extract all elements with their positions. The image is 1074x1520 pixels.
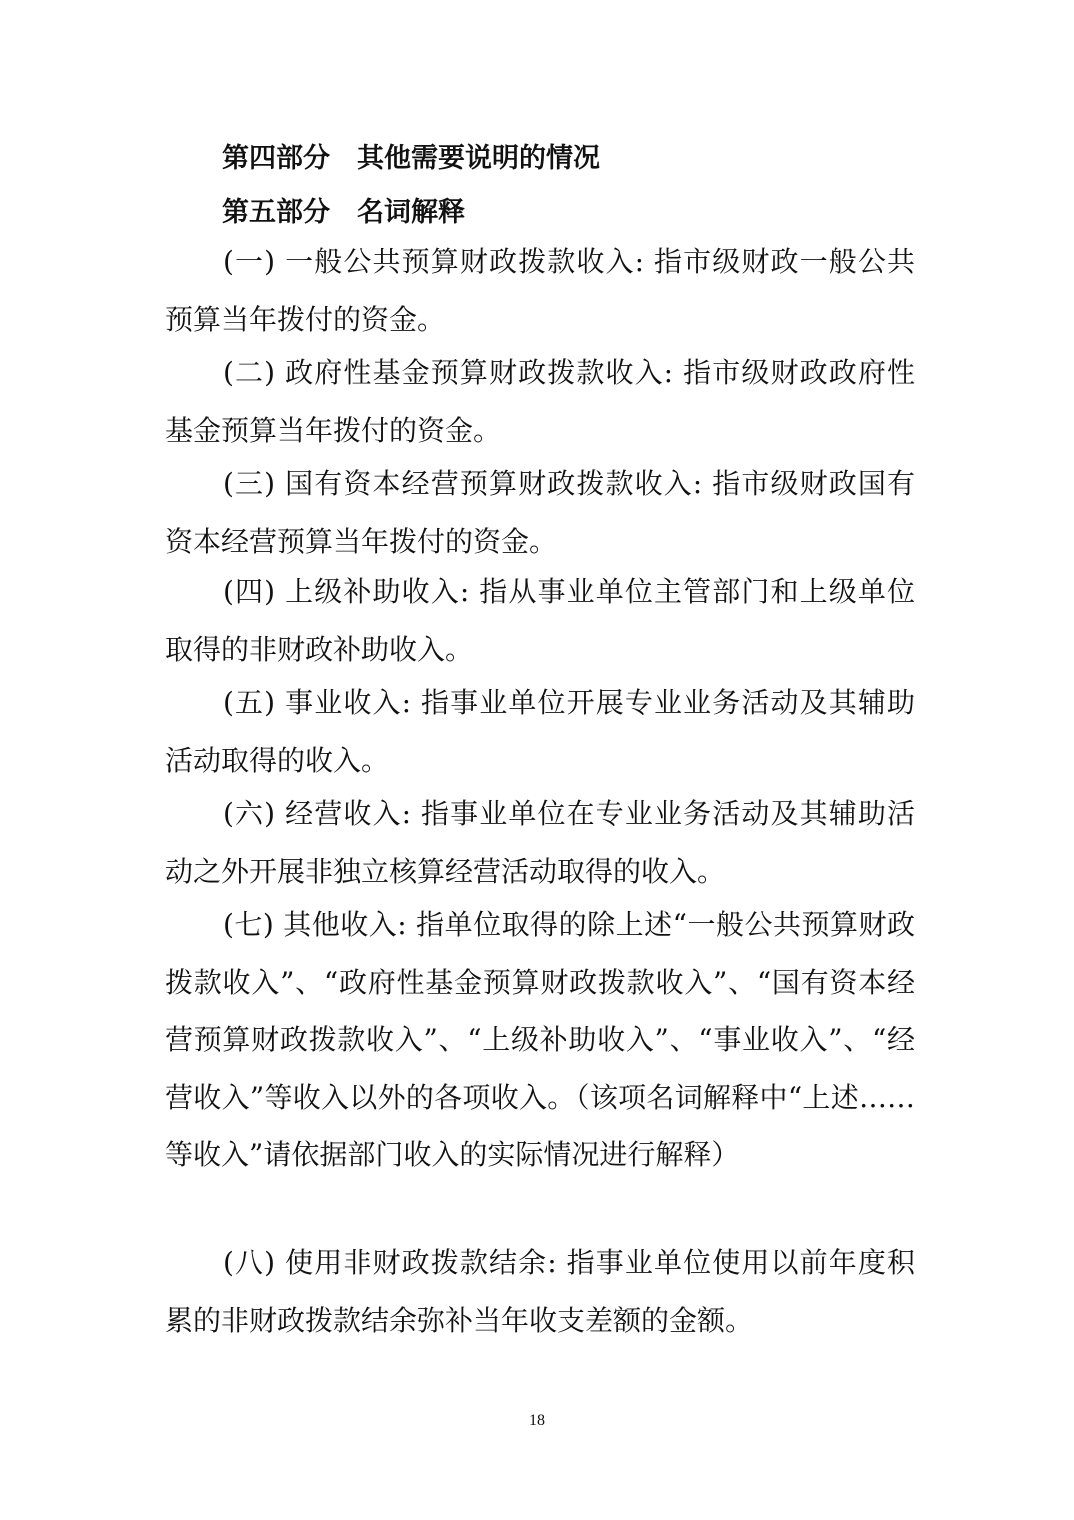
definition-item-3: (三) 国有资本经营预算财政拨款收入: 指市级财政国有资本经营预算当年拨付的资金。 — [165, 467, 915, 558]
definition-item-4: (四) 上级补助收入: 指从事业单位主管部门和上级单位取得的非财政补助收入。 — [165, 575, 915, 666]
definition-item-1: (一) 一般公共预算财政拨款收入: 指市级财政一般公共预算当年拨付的资金。 — [165, 245, 915, 336]
definition-item-6: (六) 经营收入: 指事业单位在专业业务活动及其辅助活动之外开展非独立核算经营活动取得的收入。 — [165, 797, 915, 888]
definition-item-8: (八) 使用非财政拨款结余: 指事业单位使用以前年度积累的非财政拨款结余弥补当年收支差额的金额。 — [165, 1246, 915, 1337]
definition-item-7: (七) 其他收入: 指单位取得的除上述“一般公共预算财政拨款收入”、“政府性基金预算财政拨款收入”、“国有资本经营预算财政拨款收入”、“上级补助收入”、“事业收入”、“经营收入”等收入以外的各项收入。（该项名词解释中“上述……等收入”请依据部门收入的实际情况进行解释） — [165, 908, 915, 1171]
definition-item-2: (二) 政府性基金预算财政拨款收入: 指市级财政政府性基金预算当年拨付的资金。 — [165, 356, 915, 447]
section-heading-part-4: 第四部分 其他需要说明的情况 — [222, 143, 600, 174]
section-heading-part-5: 第五部分 名词解释 — [222, 197, 465, 228]
definition-item-5: (五) 事业收入: 指事业单位开展专业业务活动及其辅助活动取得的收入。 — [165, 686, 915, 777]
page-number: 18 — [529, 1412, 545, 1429]
